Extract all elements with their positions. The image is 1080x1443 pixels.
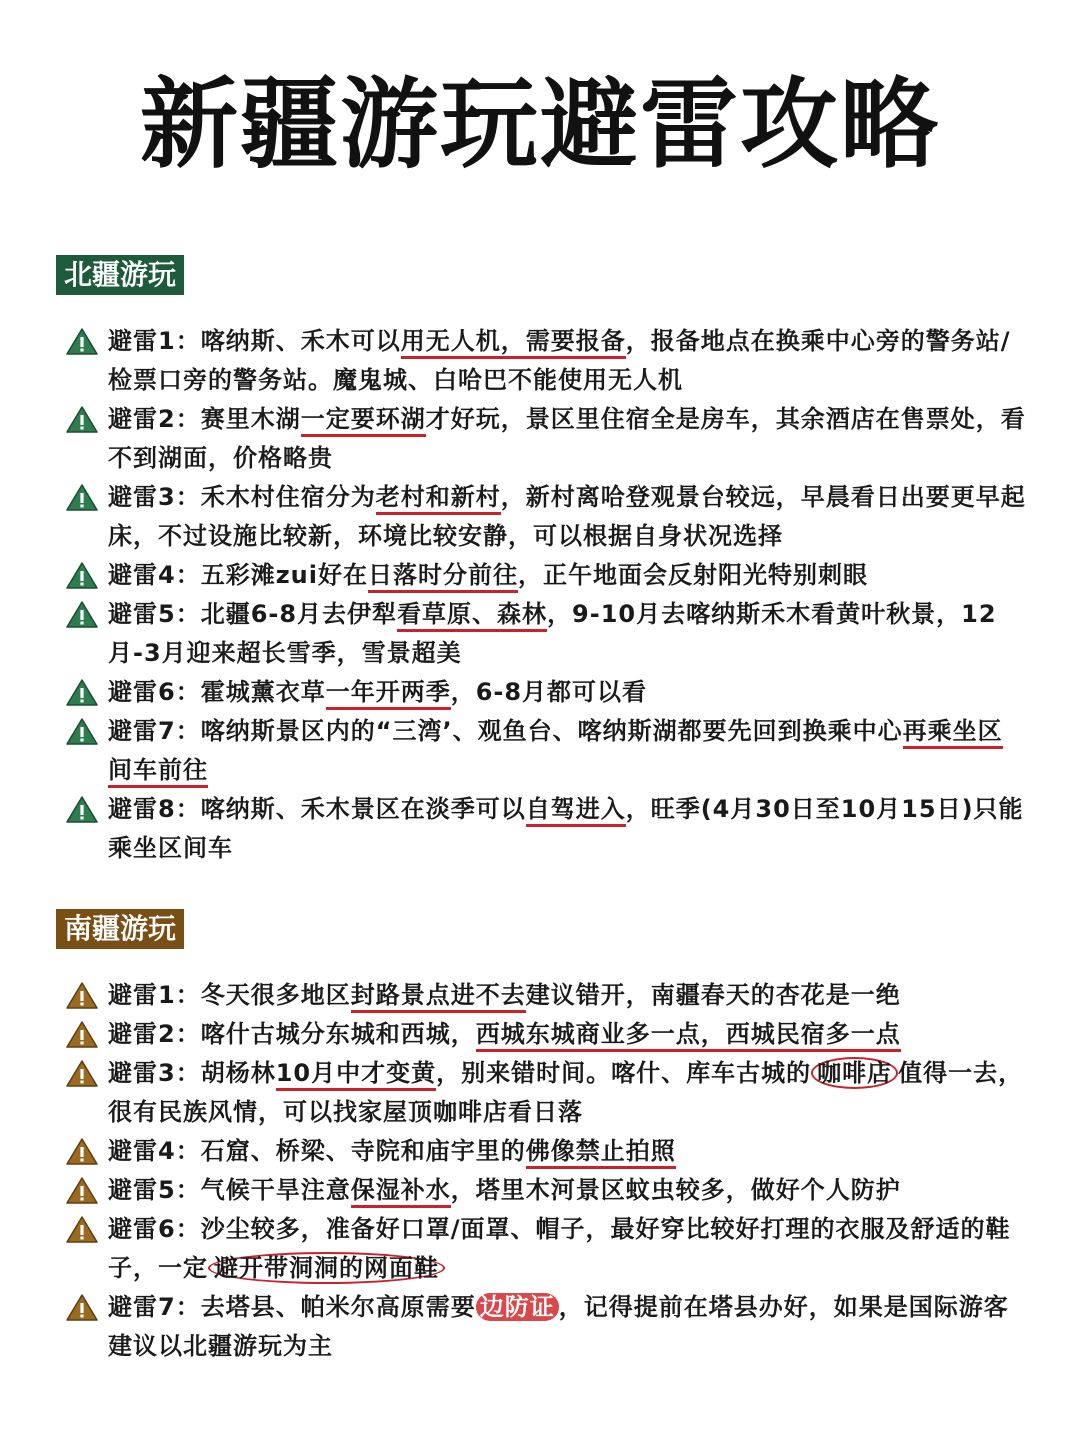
list-item: 避雷5：北疆6-8月去伊犁看草原、森林，9-10月去喀纳斯禾木看黄叶秋景，12月-3月迎来超长雪季，雪景超美 xyxy=(66,595,1026,673)
highlight: 封路景点进不去 xyxy=(351,981,526,1013)
highlight: 佛像禁止拍照 xyxy=(526,1137,676,1169)
filled-highlight: 边防证 xyxy=(476,1293,559,1321)
highlight: 保湿补水 xyxy=(351,1176,451,1208)
list-item: 避雷1：喀纳斯、禾木可以用无人机，需要报备，报备地点在换乘中心旁的警务站/检票口旁的警务站。魔鬼城、白哈巴不能使用无人机 xyxy=(66,322,1026,400)
list-item: 避雷7：去塔县、帕米尔高原需要 边防证 ，记得提前在塔县办好，如果是国际游客建议以北疆游玩为主 xyxy=(66,1288,1026,1366)
warning-icon xyxy=(66,595,100,634)
highlight: 10月中才变黄 xyxy=(276,1059,436,1091)
list-item: 避雷6：沙尘较多，准备好口罩/面罩、帽子，最好穿比较好打理的衣服及舒适的鞋子，一定 避开带洞洞的网面鞋 xyxy=(66,1210,1026,1288)
section-label-north: 北疆游玩 xyxy=(56,255,184,295)
warning-icon xyxy=(66,556,100,595)
list-item: 避雷8：喀纳斯、禾木景区在淡季可以自驾进入，旺季(4月30日至10月15日)只能乘坐区间车 xyxy=(66,790,1026,868)
highlight: 老村和新村 xyxy=(376,483,501,515)
list-item: 避雷2：赛里木湖一定要环湖才好玩，景区里住宿全是房车，其余酒店在售票处，看不到湖面，价格略贵 xyxy=(66,400,1026,478)
section-label-south: 南疆游玩 xyxy=(56,909,184,949)
north-tips-list xyxy=(66,322,1026,868)
warning-icon xyxy=(66,1015,100,1054)
warning-icon xyxy=(66,1288,100,1327)
list-item: 避雷4：五彩滩zui好在日落时分前往，正午地面会反射阳光特别刺眼 xyxy=(66,556,1026,595)
warning-icon xyxy=(66,673,100,712)
warning-icon xyxy=(66,400,100,439)
warning-icon xyxy=(66,322,100,361)
warning-icon xyxy=(66,1132,100,1171)
list-item: 避雷3：胡杨林10月中才变黄，别来错时间。喀什、库车古城的 咖啡店 值得一去，很有民族风情，可以找家屋顶咖啡店看日落 xyxy=(66,1054,1026,1132)
list-item: 避雷2：喀什古城分东城和西城，西城东城商业多一点，西城民宿多一点 xyxy=(66,1015,1026,1054)
highlight: 再乘坐区间车前往 xyxy=(108,717,1003,788)
warning-icon xyxy=(66,478,100,517)
south-tips-list xyxy=(66,976,1026,1366)
highlight: 一定要环湖 xyxy=(301,405,426,437)
warning-icon xyxy=(66,712,100,751)
highlight: 西城东城商业多一点，西城民宿多一点 xyxy=(476,1020,901,1052)
highlight: 看草原、森林 xyxy=(397,600,547,632)
warning-icon xyxy=(66,1054,100,1093)
warning-icon xyxy=(66,790,100,829)
warning-icon xyxy=(66,1210,100,1249)
list-item: 避雷5：气候干旱注意保湿补水，塔里木河景区蚊虫较多，做好个人防护 xyxy=(66,1171,1026,1210)
warning-icon xyxy=(66,1171,100,1210)
list-item: 避雷7：喀纳斯景区内的“三湾’、观鱼台、喀纳斯湖都要先回到换乘中心再乘坐区间车前往 xyxy=(66,712,1026,790)
warning-icon xyxy=(66,976,100,1015)
highlight: 一年开两季 xyxy=(326,678,451,710)
highlight: 自驾进入 xyxy=(526,795,626,827)
highlight: 用无人机，需要报备 xyxy=(401,327,626,359)
list-item: 避雷4：石窟、桥梁、寺院和庙宇里的佛像禁止拍照 xyxy=(66,1132,1026,1171)
page-title: 新疆游玩避雷攻略 xyxy=(139,68,940,182)
list-item: 避雷6：霍城薰衣草一年开两季，6-8月都可以看 xyxy=(66,673,1026,712)
circled-highlight: 咖啡店 xyxy=(811,1057,898,1089)
list-item: 避雷3：禾木村住宿分为老村和新村，新村离哈登观景台较远，早晨看日出要更早起床，不过设施比较新，环境比较安静，可以根据自身状况选择 xyxy=(66,478,1026,556)
highlight: 日落时分前往 xyxy=(368,561,518,593)
list-item: 避雷1：冬天很多地区封路景点进不去建议错开，南疆春天的杏花是一绝 xyxy=(66,976,1026,1015)
circled-highlight: 避开带洞洞的网面鞋 xyxy=(208,1252,445,1284)
